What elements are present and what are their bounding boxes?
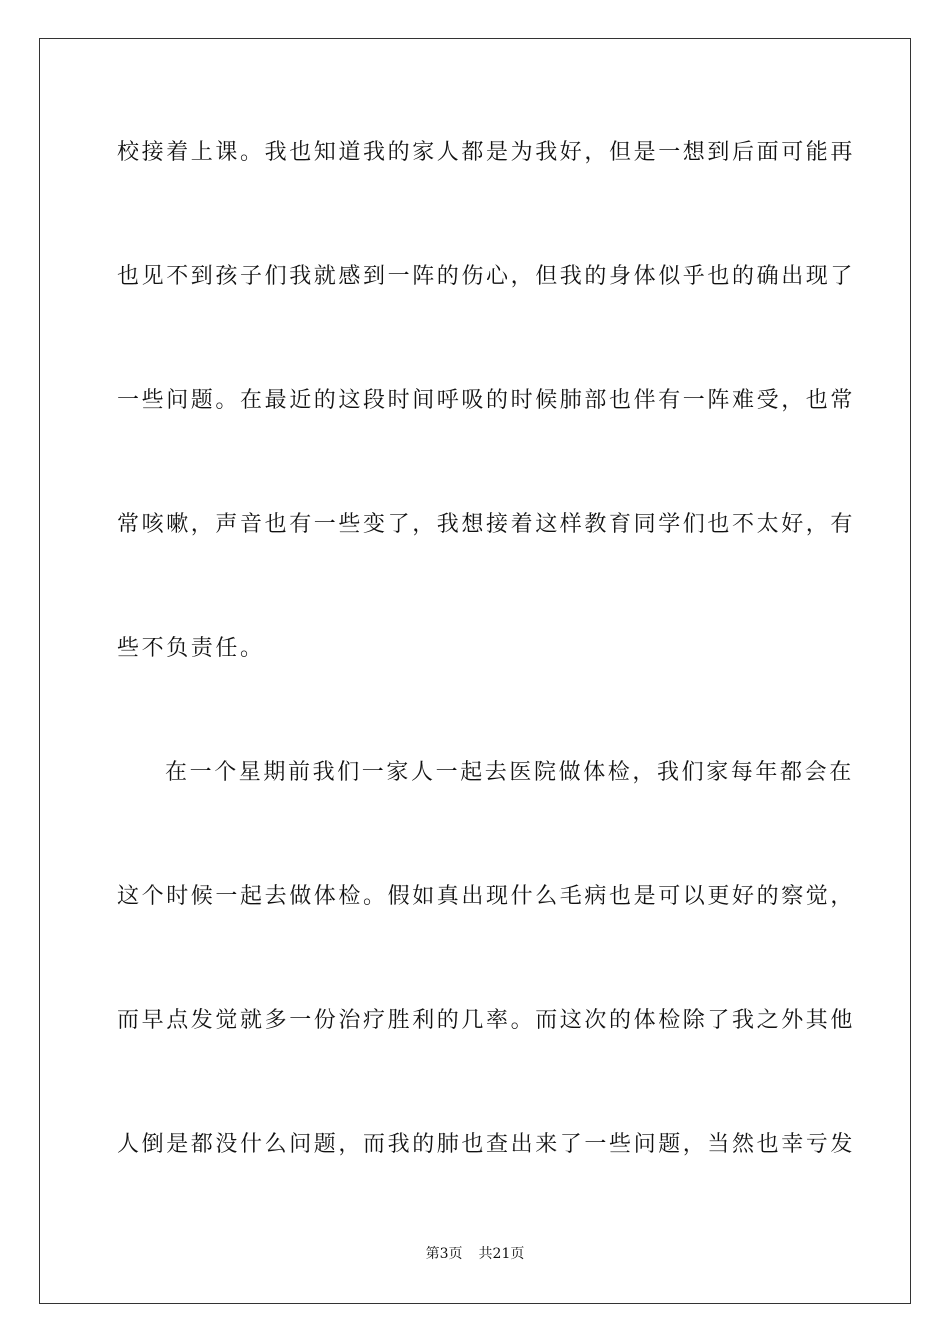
paragraph-line-8: 而早点发觉就多一份治疗胜利的几率。而这次的体检除了我之外其他: [117, 1008, 856, 1033]
paragraph-line-9: 人倒是都没什么问题，而我的肺也查出来了一些问题，当然也幸亏发: [117, 1132, 856, 1157]
paragraph-line-4: 常咳嗽，声音也有一些变了，我想接着这样教育同学们也不太好，有: [117, 512, 856, 537]
page-frame: [39, 38, 911, 1304]
paragraph-line-7: 这个时候一起去做体检。假如真出现什么毛病也是可以更好的察觉，: [117, 884, 856, 909]
paragraph-line-3: 一些问题。在最近的这段时间呼吸的时候肺部也伴有一阵难受，也常: [117, 388, 856, 413]
total-pages: 共21页: [478, 1246, 525, 1262]
paragraph-line-6: 在一个星期前我们一家人一起去医院做体检，我们家每年都会在: [165, 760, 854, 785]
page-footer: [0, 1244, 950, 1264]
paragraph-line-2: 也见不到孩子们我就感到一阵的伤心，但我的身体似乎也的确出现了: [117, 264, 856, 289]
page-number: 第3页: [425, 1246, 463, 1262]
paragraph-line-1: 校接着上课。我也知道我的家人都是为我好，但是一想到后面可能再: [117, 140, 856, 165]
paragraph-line-5: 些不负责任。: [117, 636, 265, 661]
